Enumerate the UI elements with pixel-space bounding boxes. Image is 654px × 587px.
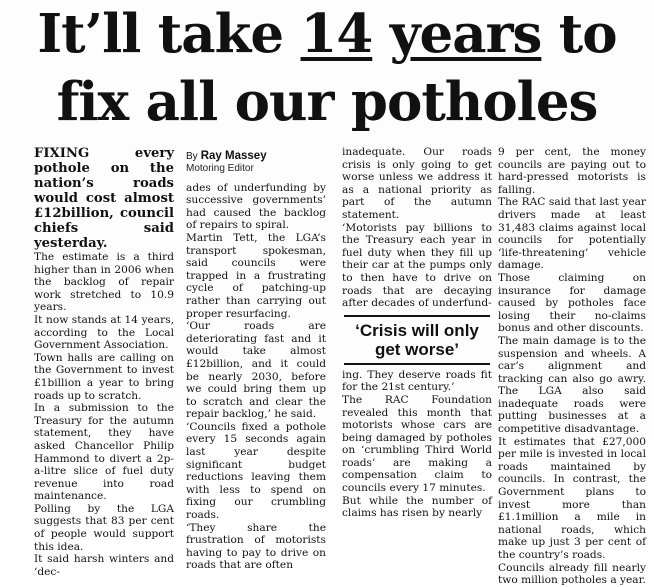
paragraph: Town halls are calling on the Government to invest £1billion a year to bring roads up to scratch.: [34, 351, 174, 402]
headline-number-underlined: 14: [300, 3, 373, 65]
paragraph: inadequate. Our roads crisis is only going to get worse unless we address it as a national priority as part of the autumn statement.: [342, 146, 492, 221]
paragraph: It now stands at 14 years, according to the Local Government Association.: [34, 313, 174, 352]
headline-years-underlined: years: [389, 3, 542, 65]
paragraph: The RAC said that last year drivers made at least 31,483 claims against local councils for potentially ‘life-threatening’ vehicle damage.: [498, 196, 646, 272]
paragraph: ‘They share the frustration of motorists having to pay to drive on roads that are often: [186, 521, 326, 572]
article-column-2: [186, 150, 326, 572]
paragraph: ing. They deserve roads fit for the 21st century.’: [342, 368, 492, 394]
byline-prefix: By: [186, 151, 198, 162]
paragraph: Martin Tett, the LGA’s transport spokesman, said councils were trapped in a frustrating cycle of patching-up rather than carrying out proper resurfacing.: [186, 231, 326, 320]
paragraph: In a submission to the Treasury for the autumn statement, they have asked Chancellor Philip Hammond to divert a 2p-a-litre slice of fuel duty revenue into road maintenance.: [34, 402, 174, 503]
paragraph: Polling by the LGA suggests that 83 per cent of people would support this idea.: [34, 502, 174, 553]
paragraph: The RAC Foundation revealed this month that motorists whose cars are being damaged by potholes on ‘crumbling Third World roads’ are making a compensation claim to councils every 17 minutes.: [342, 393, 492, 495]
headline: [0, 0, 654, 136]
article-column-4: [498, 146, 646, 587]
article-column-1: [34, 146, 174, 578]
pull-quote: ‘Crisis will only get worse’: [344, 315, 490, 365]
headline-line-2: fix all our potholes: [56, 71, 598, 133]
paragraph: Councils already fill nearly two million potholes a year.: [498, 561, 646, 587]
paragraph: ‘Our roads are deteriorating fast and it would take almost £12billion, and it could be nearly 2030, before we could bring them up to scratch and clear the repair backlog,’ he said.: [186, 320, 326, 421]
paragraph: ‘Motorists pay billions to the Treasury each year in fuel duty when they fill up their car at the pumps only to then have to drive on roads that are decaying after decades of underfund-: [342, 221, 492, 310]
paragraph: But while the number of claims has risen by nearly: [342, 494, 492, 520]
article-column-3: [342, 146, 492, 520]
lead-paragraph: FIXING every pothole on the nation’s roads would cost almost £12billion, council chiefs said yesterday.: [34, 146, 174, 251]
paragraph: 9 per cent, the money councils are paying out to hard-pressed motorists is falling.: [498, 146, 646, 196]
paragraph: ades of underfunding by successive governments’ had caused the backlog of repairs to spiral.: [186, 181, 326, 232]
paragraph: It said harsh winters and ‘dec-: [34, 553, 174, 578]
byline: [186, 150, 326, 163]
headline-line-1: [0, 0, 654, 68]
paragraph: Those claiming on insurance for damage caused by potholes face losing their no-claims bonus and other discounts.: [498, 271, 646, 335]
headline-text: It’ll take: [37, 3, 301, 65]
byline-role: Motoring Editor: [186, 163, 254, 174]
paragraph: ‘Councils fixed a pothole every 15 seconds again last year despite significant budget reductions leaving them with less to spend on fixing our crumbling roads.: [186, 420, 326, 522]
headline-space: [372, 3, 389, 65]
headline-text-end: to: [541, 3, 617, 65]
byline-author: Ray Massey: [200, 150, 267, 162]
paragraph: It estimates that £27,000 per mile is invested in local roads maintained by councils. In contrast, the Government plans to invest more than £1.1million a mile in national roads, which make up just 3 per cent of the country’s roads.: [498, 435, 646, 561]
paragraph: The main damage is to the suspension and wheels. A car’s alignment and tracking can also go awry. The LGA also said inadequate roads were putting businesses at a competitive disadvantage.: [498, 334, 646, 436]
paragraph: The estimate is a third higher than in 2006 when the backlog of repair work stretched to 10.9 years.: [34, 251, 174, 314]
